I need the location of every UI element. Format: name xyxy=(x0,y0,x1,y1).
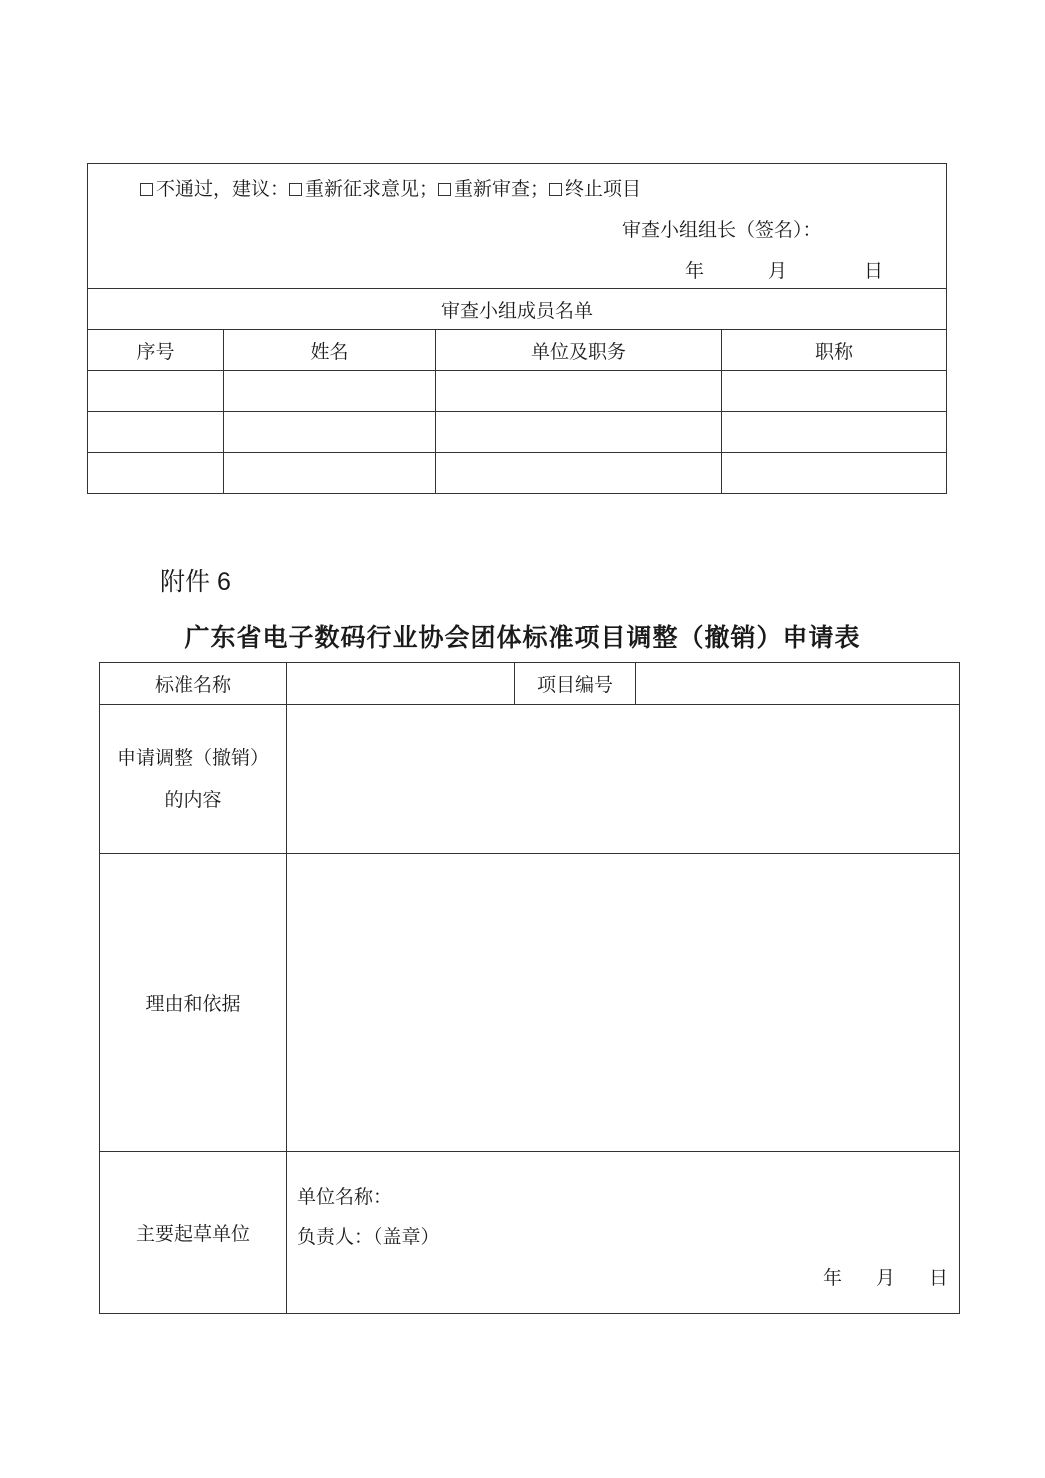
column-header: 单位及职务 xyxy=(436,330,722,371)
attachment-label: 附件 6 xyxy=(160,568,231,596)
date-month: 月 xyxy=(876,1267,896,1289)
table-cell[interactable] xyxy=(436,371,722,412)
form-title: 广东省电子数码行业协会团体标准项目调整（撤销）申请表 xyxy=(184,623,861,652)
application-table xyxy=(99,662,960,1314)
reason-label: 理由和依据 xyxy=(100,854,287,1152)
column-header: 姓名 xyxy=(224,330,436,371)
members-title: 审查小组成员名单 xyxy=(88,289,947,330)
unit-name-label: 单位名称： xyxy=(297,1186,393,1208)
checkbox-icon[interactable] xyxy=(289,183,302,196)
project-number-label: 项目编号 xyxy=(515,663,636,705)
table-cell[interactable] xyxy=(88,453,224,494)
table-cell[interactable] xyxy=(88,412,224,453)
standard-name-field[interactable] xyxy=(287,663,515,705)
reason-field[interactable] xyxy=(287,854,960,1152)
decision-line xyxy=(140,174,641,201)
checkbox-icon[interactable] xyxy=(549,183,562,196)
table-cell[interactable] xyxy=(224,412,436,453)
standard-name-label: 标准名称 xyxy=(100,663,287,705)
table-cell[interactable] xyxy=(436,453,722,494)
project-number-field[interactable] xyxy=(636,663,960,705)
person-label: 负责人：（盖章） xyxy=(297,1226,440,1248)
leader-signature: 审查小组组长（签名）： xyxy=(622,219,822,241)
column-header: 序号 xyxy=(88,330,224,371)
date-year: 年 xyxy=(685,260,705,282)
table-row xyxy=(88,371,947,412)
table-row xyxy=(88,453,947,494)
date-day: 日 xyxy=(864,260,884,282)
option-rereview: 重新审查； xyxy=(454,178,550,200)
checkbox-icon[interactable] xyxy=(140,183,153,196)
table-cell[interactable] xyxy=(88,371,224,412)
table-cell[interactable] xyxy=(224,371,436,412)
checkbox-icon[interactable] xyxy=(438,183,451,196)
option-terminate: 终止项目 xyxy=(565,178,642,200)
decision-cell xyxy=(88,164,947,289)
content-label-line1: 申请调整（撤销） xyxy=(116,747,269,769)
table-cell[interactable] xyxy=(722,371,947,412)
table-cell[interactable] xyxy=(722,412,947,453)
date-month: 月 xyxy=(768,260,788,282)
date-year: 年 xyxy=(823,1267,843,1289)
content-label xyxy=(100,705,287,854)
content-label-line2: 的内容 xyxy=(164,789,222,811)
table-cell[interactable] xyxy=(436,412,722,453)
table-cell[interactable] xyxy=(224,453,436,494)
column-header: 职称 xyxy=(722,330,947,371)
table-row xyxy=(88,412,947,453)
option-resolicit: 重新征求意见； xyxy=(305,178,439,200)
date-day: 日 xyxy=(929,1267,949,1289)
table-cell[interactable] xyxy=(722,453,947,494)
reject-label: 不通过，建议： xyxy=(156,178,290,200)
drafter-field[interactable] xyxy=(287,1152,960,1314)
content-field[interactable] xyxy=(287,705,960,854)
drafter-label: 主要起草单位 xyxy=(100,1152,287,1314)
review-table xyxy=(87,163,947,494)
